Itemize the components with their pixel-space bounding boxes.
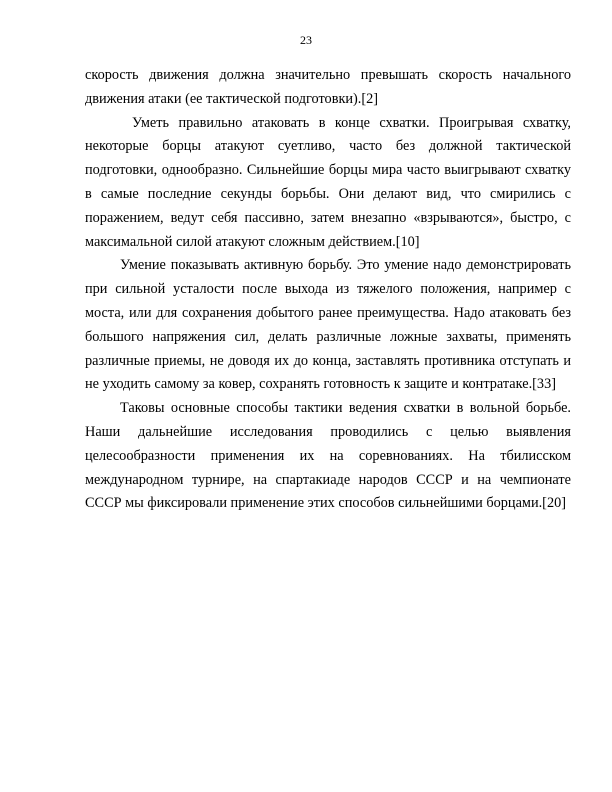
- paragraph-tactics-summary: Таковы основные способы тактики ведения схватки в вольной борьбе. Наши дальнейшие исследования проводились с целью выявления целесообразности применения их на соревнованиях. На тбилисском международном турнире, на спартакиаде народов СССР и на чемпионате СССР мы фиксировали применение этих способов сильнейшими борцами.[20]: [85, 400, 571, 512]
- page-number: 23: [300, 33, 312, 47]
- paragraph-continuation: скорость движения должна значительно превышать скорость начального движения атаки (ее тактической подготовки).[2]: [85, 67, 571, 107]
- paragraph-attack-end-of-bout: Уметь правильно атаковать в конце схватки. Проигрывая схватку, некоторые борцы атакуют суетливо, часто без должной тактической подготовки, однообразно. Сильнейшие борцы мира часто выигрывают схватку в самые последние секунды борьбы. Они делают вид, что смирились с поражением, ведут себя пассивно, затем внезапно «взрываются», быстро, с максимальной силой атакуют сложным действием.[10]: [85, 114, 571, 250]
- body-text: [85, 64, 571, 516]
- paragraph-active-wrestling: Умение показывать активную борьбу. Это умение надо демонстрировать при сильной усталости после выхода из тяжелого положения, например с моста, или для сохранения добытого ранее преимущества. Надо атаковать без большого напряжения сил, делать различные ложные захваты, применять различные приемы, не доводя их до конца, заставлять противника отступать и не уходить самому за ковер, сохранять готовность к защите и контратаке.[33]: [85, 257, 571, 393]
